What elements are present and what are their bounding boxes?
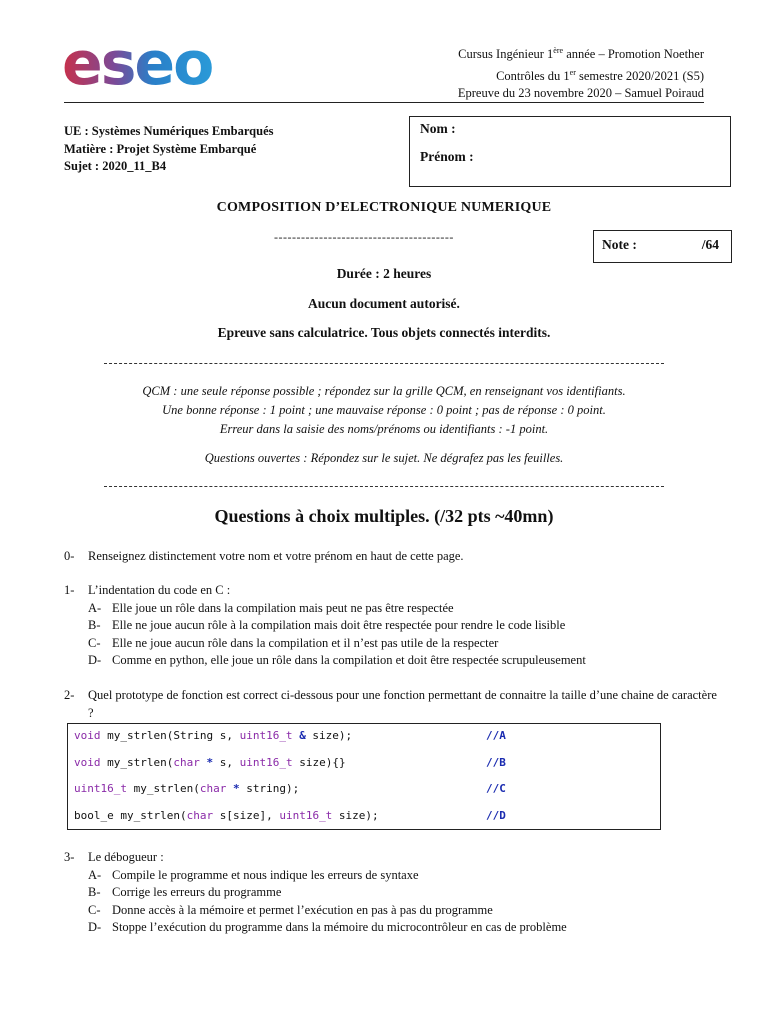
meta-ue: UE : Systèmes Numériques Embarqués xyxy=(64,124,274,138)
option-b: B- Corrige les erreurs du programme xyxy=(88,885,282,899)
question-1 xyxy=(64,582,724,670)
question-text: Renseignez distinctement votre nom et votre prénom en haut de cette page. xyxy=(88,549,464,563)
option-c: C- Donne accès à la mémoire et permet l’exécution en pas à pas du programme xyxy=(88,902,493,917)
qcm-line: Erreur dans la saisie des noms/prénoms ou identifiants : -1 point. xyxy=(219,422,549,436)
question-text: Quel prototype de fonction est correct ci-dessous pour une fonction permettant de connaitre la taille d’une chaine de caractère ? xyxy=(88,688,717,720)
code-options-box xyxy=(67,723,661,830)
code-tag-b: //B xyxy=(486,756,506,769)
prenom-label: Prénom : xyxy=(420,149,474,164)
option-b: B- Elle ne joue aucun rôle à la compilation mais doit être respectée pour rendre le code lisible xyxy=(88,618,566,632)
header-line-cursus: Cursus Ingénieur 1ère année – Promotion Noether xyxy=(458,46,704,62)
nom-label: Nom : xyxy=(420,121,456,136)
logo-text: eseo xyxy=(62,40,213,96)
option-d: D- Stoppe l’exécution du programme dans la mémoire du microcontrôleur en cas de problème xyxy=(88,920,567,934)
eseo-logo xyxy=(62,40,238,96)
meta-matiere: Matière : Projet Système Embarqué xyxy=(64,141,257,156)
option-a: A- Compile le programme et nous indique les erreurs de syntaxe xyxy=(88,867,419,882)
option-d: D- Comme en python, elle joue un rôle dans la compilation et doit être respectée scrupuleusement xyxy=(88,653,586,667)
code-line-c: uint16_t my_strlen(char * string); xyxy=(74,782,300,795)
code-tag-c: //C xyxy=(486,782,506,795)
grade-box xyxy=(593,230,732,263)
open-questions-instruction: Questions ouvertes : Répondez sur le sujet. Ne dégrafez pas les feuilles. xyxy=(204,451,564,465)
title-dashes: ---------------------------------------- xyxy=(274,230,454,244)
code-line-b: void my_strlen(char * s, uint16_t size){} xyxy=(74,756,346,769)
option-c: C- Elle ne joue aucun rôle dans la compilation et il n’est pas utile de la respecter xyxy=(88,635,499,650)
question-number: 3- xyxy=(64,850,75,864)
note-label: Note : xyxy=(602,237,637,252)
code-line-a: void my_strlen(String s, uint16_t & size); xyxy=(74,729,353,742)
question-text: L’indentation du code en C : xyxy=(88,583,231,597)
course-meta xyxy=(64,123,274,176)
question-3 xyxy=(64,849,724,937)
code-tag-a: //A xyxy=(486,729,506,742)
note-value: /64 xyxy=(701,237,719,252)
exam-header xyxy=(458,42,704,103)
rule-documents: Aucun document autorisé. xyxy=(308,296,460,311)
header-line-epreuve: Epreuve du 23 novembre 2020 – Samuel Poiraud xyxy=(457,86,704,101)
section-title: Questions à choix multiples. (/32 pts ~40mn) xyxy=(214,506,554,526)
question-number: 0- xyxy=(64,549,75,563)
qcm-line: Une bonne réponse : 1 point ; une mauvaise réponse : 0 point ; pas de réponse : 0 point. xyxy=(162,403,606,417)
header-line-controles: Contrôles du 1er semestre 2020/2021 (S5) xyxy=(496,67,704,83)
option-a: A- Elle joue un rôle dans la compilation mais peut ne pas être respectée xyxy=(88,600,454,615)
divider-dashed-top xyxy=(104,363,664,364)
meta-sujet: Sujet : 2020_11_B4 xyxy=(64,159,167,173)
code-line-d: bool_e my_strlen(char s[size], uint16_t size); xyxy=(74,809,379,822)
rule-duree: Durée : 2 heures xyxy=(336,266,432,281)
divider-dashed-bottom xyxy=(104,486,664,487)
qcm-line: QCM : une seule réponse possible ; répondez sur la grille QCM, en renseignant vos identifiants. xyxy=(142,384,626,398)
question-number: 2- xyxy=(64,688,75,702)
identity-box[interactable] xyxy=(409,116,731,187)
exam-title: COMPOSITION D’ELECTRONIQUE NUMERIQUE xyxy=(216,200,552,215)
question-2 xyxy=(64,687,724,722)
question-number: 1- xyxy=(64,583,75,597)
rule-calculatrice: Epreuve sans calculatrice. Tous objets connectés interdits. xyxy=(217,325,551,340)
header-divider xyxy=(64,102,704,103)
code-tag-d: //D xyxy=(486,809,506,822)
qcm-instructions xyxy=(0,382,768,439)
question-0 xyxy=(64,548,724,566)
question-text: Le débogueur : xyxy=(88,850,164,864)
